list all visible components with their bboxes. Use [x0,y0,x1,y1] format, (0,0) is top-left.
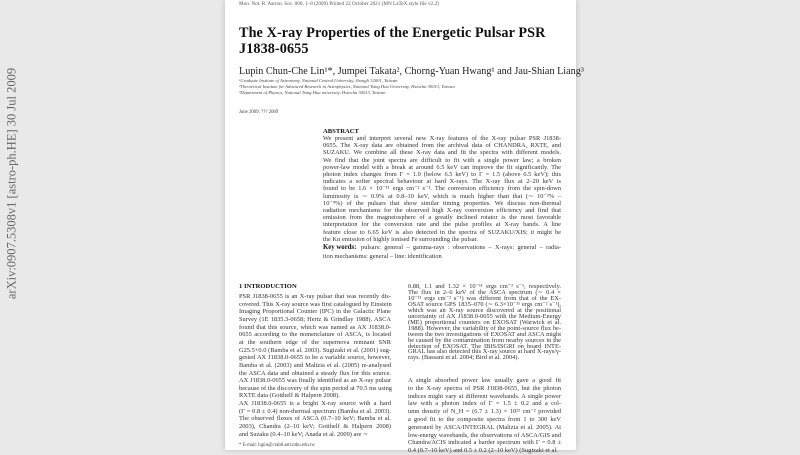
abstract-heading: ABSTRACT [323,128,359,135]
paper-title-line-2: J1838-0655 [239,41,309,57]
keywords-line: tion mechanisms: general – line: identification [323,252,442,260]
abstract-line: 10⁻⁴%) of the pulsars that show similar timing properties. We discuss non-thermal [323,199,561,207]
journal-header: Mon. Not. R. Astron. Soc. 000, 1–8 (2009) Printed 22 October 2021 (MN LaTeX style file v2.2) [239,1,439,7]
intro-left-line: Survey (1E 1835.3-0658; Hertz & Grindlay 1988). ASCA [239,315,391,323]
affiliation-1: ¹Graduate Institute of Astronomy, National Central University, Jhongli 32001, Taiwan [239,78,398,83]
intro-right-line: (ME) proportional counters on EXOSAT (Warwick et al. [408,318,561,326]
abstract-line: emission from the magnetosphere of a greatly inclined rotator is the most favorable [323,214,561,222]
abstract-line: We find that the joint spectra are difficult to fit with a single power law; a broken [323,156,561,164]
abstract-line: We present and interpret several new X-ray features of the X-ray pulsar PSR J1838- [323,135,561,142]
abstract-line: found to be 1.6 × 10⁻¹¹ ergs cm⁻² s⁻¹. The conversion efficiency from the spin-down [323,185,561,193]
intro-right-line: OSAT source GPS 1835–070 (∼ 6.3×10⁻¹¹ ergs cm⁻² s⁻¹), [408,300,561,308]
intro-right-line: 1988). However, the variability of the point-source flux be- [408,324,561,332]
abstract-line: photon index changes from Γ = 1.0 (below 6.5 keV) to Γ = 1.5 (above 6.5 keV); this [323,171,561,178]
intro-right-line: uncertainty of AX J1838.0-0655 with the Medium-Energy [408,312,561,320]
arxiv-stamp: arXiv:0907.5308v1 [astro-ph.HE] 30 Jul 2009 [4,67,19,300]
intro-left-line: gested AX J1838.0-0655 to be a variable source, however, [239,354,391,362]
intro-right-line: a good fit to the composite spectra from 1 to 300 keV [408,416,561,423]
intro-left-line: the ASCA data and obtained a steady flux for this source. [239,369,391,377]
intro-right-line: be caused by the contamination from nearby sources in the [408,336,561,344]
affiliation-2: ²Theoretical Institute for Advanced Research in Astrophysics, National Tsing Hua University, Hsinchu 30013, Taiwan [239,84,455,89]
intro-left-line: covered. This X-ray source was first catalogued by Einstein [239,300,392,308]
intro-left-line: at the southern edge of the supernova remnant SNR [239,338,391,346]
authors: Lupin Chun-Che Lin¹*, Jumpei Takata², Chorng-Yuan Hwang¹ and Jau-Shian Liang³ [239,66,584,77]
intro-right-line: low-energy wavebands, the observations of ASCA/GIS and [408,431,561,439]
affiliation-3: ³Department of Physics, National Tsing Hua university, Hsinchu 30013, Taiwan [239,90,386,95]
abstract-line: feature close to 6.65 keV is also detected in the spectra of SUZAKU/XIS; it might be [323,228,561,236]
keywords-line: pulsars: general – gamma-rays : observations – X-rays: general – radia- [361,244,561,251]
abstract-line: radiation mechanisms for the observed high X-ray conversion efficiency and find that [323,207,561,214]
intro-left-line: Bamba et al. (2003) and Malizia et al. (2005) re-analysed [239,361,391,369]
intro-right-line: 0.4 (0.7–10 keV) and 0.5 ± 0.2 (2–10 keV) (Sugizaki et al. [408,447,558,455]
intro-right-line: umn density of N_H = (6.7 ± 1.3) × 10²² cm⁻² provided [408,408,561,416]
intro-left-line: and Suzaku (0.4–10 keV; Anada et al. 2009) are ∼ [239,430,369,438]
intro-left-line: AX J1838.0-0655 is a bright X-ray source with a hard [239,400,391,408]
paper-title-line-1: The X-ray Properties of the Energetic Pulsar PSR [239,25,546,41]
intro-right-line: 0.88, 1.1 and 1.32 × 10⁻¹¹ ergs cm⁻² s⁻¹, respectively. [408,283,561,290]
intro-right-line: to the X-ray spectra of PSR J1838-0655, but the photon [408,384,561,392]
abstract-line: interpretation for the conversion rate and the pulse profiles at X-ray bands. A line [323,221,561,229]
abstract-line: SUZAKU. We combine all these X-ray data and fit the spectra with different models. [323,149,561,157]
intro-right-line: which was an X-ray source discovered at the positional [408,306,561,314]
section-heading-introduction: 1 INTRODUCTION [239,283,297,290]
intro-left-line: 2003), Chandra (2–10 keV; Gotthelf & Halpern 2008) [239,423,391,431]
intro-right-line: The flux in 2–6 keV of the ASCA spectrum (∼ 0.4 × [408,288,561,296]
intro-left-line: AX J1838.0-0655 was finally identified as an X-ray pulsar [239,377,391,385]
abstract-line: luminosity is ∼ 0.9% at 0.8–10 keV, which is much higher than that (∼ 10⁻²% – [323,192,561,200]
intro-left-line: because of the discovery of the spin period at 70.5 ms using [239,384,392,392]
intro-right-line: law with a photon index of Γ = 1.5 ± 0.2 and a col- [408,400,561,408]
intro-right-line: A single absorbed power law usually gave a good fit [408,377,561,384]
intro-left-line: The observed fluxes of ASCA (0.7–10 keV; Bamba et al. [239,415,391,423]
intro-right-line: 10⁻¹¹ ergs cm⁻² s⁻¹) was different from that of the EX- [408,294,561,302]
intro-right-line: detection of EXOSAT. The IBIS/ISGRI on board INTE- [408,342,561,350]
intro-left-line: RXTE data (Gotthelf & Halpern 2008). [239,392,340,400]
intro-right-line: generated by ASCA/INTEGRAL (Malizia et al. 2005). At [408,423,561,431]
intro-right-line: indices might vary at different wavebands. A single power [408,392,561,400]
intro-left-line: PSR J1838-0655 is an X-ray pulsar that was recently dis- [239,293,391,300]
intro-left-line: found that this source, which was named as AX J1838.0- [239,323,391,331]
intro-right-line: tween the two investigations of EXOSAT and ASCA might [408,330,561,338]
intro-right-line: Chandra/ACIS indicated a harder spectrum with Γ = 0.8 ± [408,439,561,447]
intro-left-line: G25.5+0.0 (Bamba et al. 2003). Sugizaki et al. (2001) sug- [239,346,391,354]
footnote-email: * E-mail: lupin@crab0.astr.nthu.edu.tw [239,443,315,448]
abstract-line: power-law model with a break at around 6.5 keV can improve the fit significantly. The [323,163,561,171]
keywords-label: Key words: [323,244,357,251]
intro-left-line: 0655 according to the nomenclature of ASCA, is located [239,331,391,339]
intro-right-line: GRAL has also detected this X-ray source at hard X-rays/γ- [408,348,561,356]
intro-right-line: rays. (Bassani et al. 2004; Bird et al. 2004). [408,354,520,362]
abstract-line: the Kα emission of highly ionised Fe surrounding the pulsar. [323,235,478,243]
received-date: June 2009; ??? 2009 [239,110,279,115]
abstract-line: indicates a softer spectral behaviour at hard X-rays. The X-ray flux at 2–20 keV is [323,178,561,186]
abstract-line: 0655. The X-ray data are obtained from the archival data of CHANDRA, RXTE, and [323,142,561,150]
intro-left-line: Imaging Proportional Counter (IPC) in the Galactic Plane [239,308,391,316]
intro-left-line: (Γ = 0.8 ± 0.4) non-thermal spectrum (Bamba et al. 2003). [239,407,391,415]
paper-page [225,0,584,455]
